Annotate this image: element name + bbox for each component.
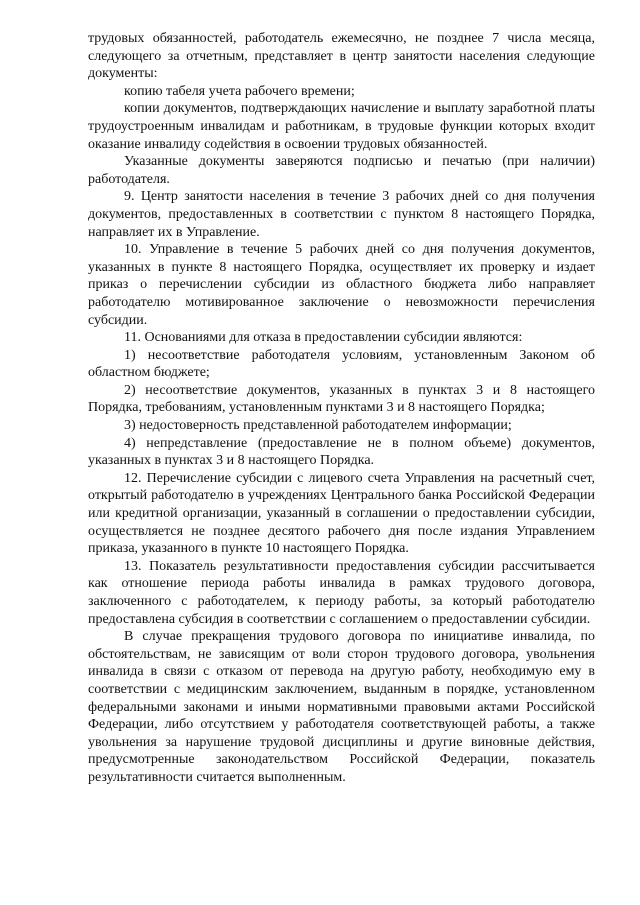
paragraph-item-13: 13. Показатель результативности предоставления субсидии рассчитывается как отношение периода работы инвалида в рамках трудового договора, заключенного с работодателем, к периоду работы, за который работодателю предоставлена субсидия в соответствии с соглашением о предоставлении субсидии.: [88, 558, 595, 627]
paragraph-item-9: 9. Центр занятости населения в течение 3 рабочих дней со дня получения документов, предоставленных в соответствии с пунктом 8 настоящего Порядка, направляет их в Управление.: [88, 189, 595, 240]
paragraph-continuation: трудовых обязанностей, работодатель ежемесячно, не позднее 7 числа месяца, следующего за отчетным, представляет в центр занятости населения следующие документы:: [88, 31, 595, 82]
paragraph-refusal-4: 4) непредставление (предоставление не в полном объеме) документов, указанных в пунктах 3 и 8 настоящего Порядка.: [88, 435, 595, 469]
paragraph-refusal-3: 3) недостоверность представленной работодателем информации;: [124, 418, 512, 434]
paragraph-certification: Указанные документы заверяются подписью и печатью (при наличии) работодателя.: [88, 154, 595, 187]
paragraph-item-10: 10. Управление в течение 5 рабочих дней со дня получения документов, указанных в пункте 8 настоящего Порядка, осуществляет их проверку и издает приказ о перечислении субсидии из областного бюджета либо направляет работодателю мотивированное заключение о невозможности перечисления субсидии.: [88, 242, 595, 328]
paragraph-refusal-1: 1) несоответствие работодателя условиям, установленным Законом об областном бюджете;: [88, 347, 595, 381]
paragraph-timesheet-copy: копию табеля учета рабочего времени;: [124, 83, 355, 99]
paragraph-item-12: 12. Перечисление субсидии с лицевого счета Управления на расчетный счет, открытый работодателю в учреждениях Центрального банка Российской Федерации или кредитной организации, указанный в соглашении о предоставлении субсидии, осуществляется не позднее десятого рабочего дня после издания Управлением приказа, указанного в пункте 10 настоящего Порядка.: [88, 470, 595, 557]
paragraph-item-11: 11. Основаниями для отказа в предоставлении субсидии являются:: [124, 330, 523, 346]
document-page: [88, 30, 595, 787]
paragraph-salary-documents: копии документов, подтверждающих начисление и выплату заработной платы трудоустроенным инвалидам и работникам, в трудовые функции которых входит оказание инвалиду содействия в освоении трудовых обязанностей.: [88, 101, 595, 152]
paragraph-refusal-2: 2) несоответствие документов, указанных в пунктах 3 и 8 настоящего Порядка, требованиям, установленным пунктами 3 и 8 настоящего Порядка;: [88, 382, 595, 416]
paragraph-termination-case: В случае прекращения трудового договора по инициативе инвалида, по обстоятельствам, не зависящим от воли сторон трудового договора, увольнения инвалида в связи с отказом от перевода на другую работу, необходимую ему в соответствии с медицинским заключением, выданным в порядке, установленном федеральными законами и иными нормативными правовыми актами Российской Федерации, либо отсутствием у работодателя соответствующей работы, а также увольнения за нарушение трудовой дисциплины и другие виновные действия, предусмотренные законодательством Российской Федерации, показатель результативности считается выполненным.: [88, 629, 595, 785]
